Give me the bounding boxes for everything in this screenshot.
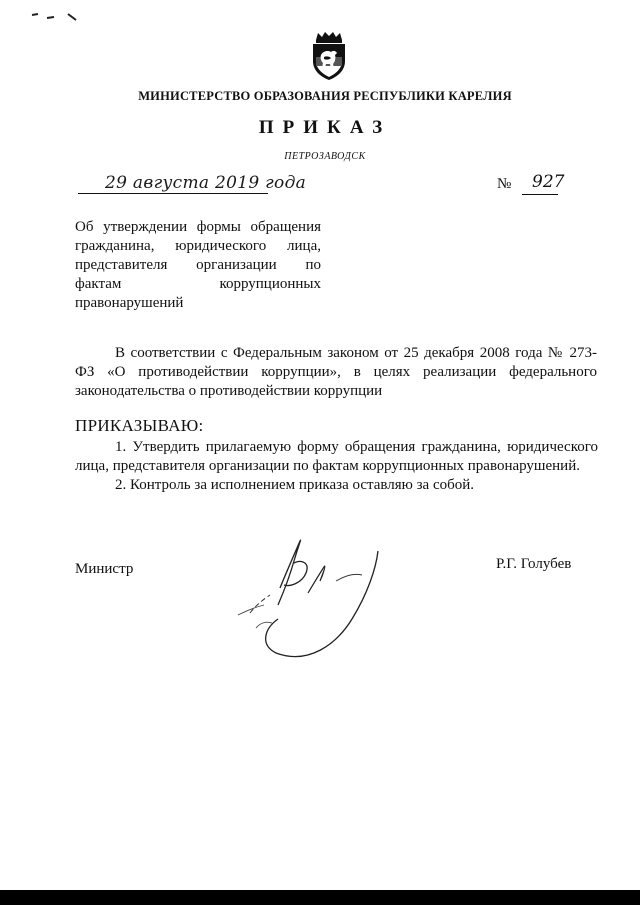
order-item-line: лица, представителя организации по фактам коррупционных правонарушений.: [75, 458, 580, 474]
ministry-name: МИНИСТЕРСТВО ОБРАЗОВАНИЯ РЕСПУБЛИКИ КАРЕЛИЯ: [138, 89, 512, 103]
subject-line: Об утверждении формы обращения: [75, 219, 321, 235]
subject-line: представителя организации по: [75, 257, 321, 273]
subject-line: гражданина, юридического лица,: [75, 238, 321, 254]
order-item-line: 2. Контроль за исполнением приказа оставляю за собой.: [115, 477, 475, 493]
scan-bottom-border: [0, 890, 640, 905]
preamble-paragraph: [75, 344, 597, 401]
order-subject: [75, 218, 321, 313]
document-type-title: ПРИКАЗ: [258, 117, 392, 138]
handwritten-signature: [228, 533, 398, 663]
number-label: №: [497, 176, 512, 192]
handwritten-number: 927: [532, 172, 565, 192]
order-keyword: ПРИКАЗЫВАЮ:: [75, 416, 204, 435]
preamble-line: ФЗ «О противодействии коррупции», в целях реализации федерального: [75, 364, 597, 380]
signatory-title: Министр: [75, 561, 134, 577]
scan-speck-marks: [30, 10, 90, 30]
handwritten-date: 29 августа 2019 года: [105, 173, 307, 193]
city-name: ПЕТРОЗАВОДСК: [284, 151, 366, 162]
subject-line: правонарушений: [75, 295, 184, 311]
preamble-line: законодательства о противодействии коррупции: [75, 383, 383, 399]
signatory-name: Р.Г. Голубев: [496, 556, 572, 572]
order-item-line: 1. Утвердить прилагаемую форму обращения гражданина, юридического: [115, 439, 598, 455]
date-underline: [78, 193, 268, 194]
karelia-coat-of-arms-icon: [307, 31, 351, 81]
preamble-line: В соответствии с Федеральным законом от 25 декабря 2008 года № 273-: [115, 345, 597, 361]
number-underline: [522, 194, 558, 195]
subject-line: фактам коррупционных: [75, 276, 321, 292]
order-items: [75, 438, 598, 495]
